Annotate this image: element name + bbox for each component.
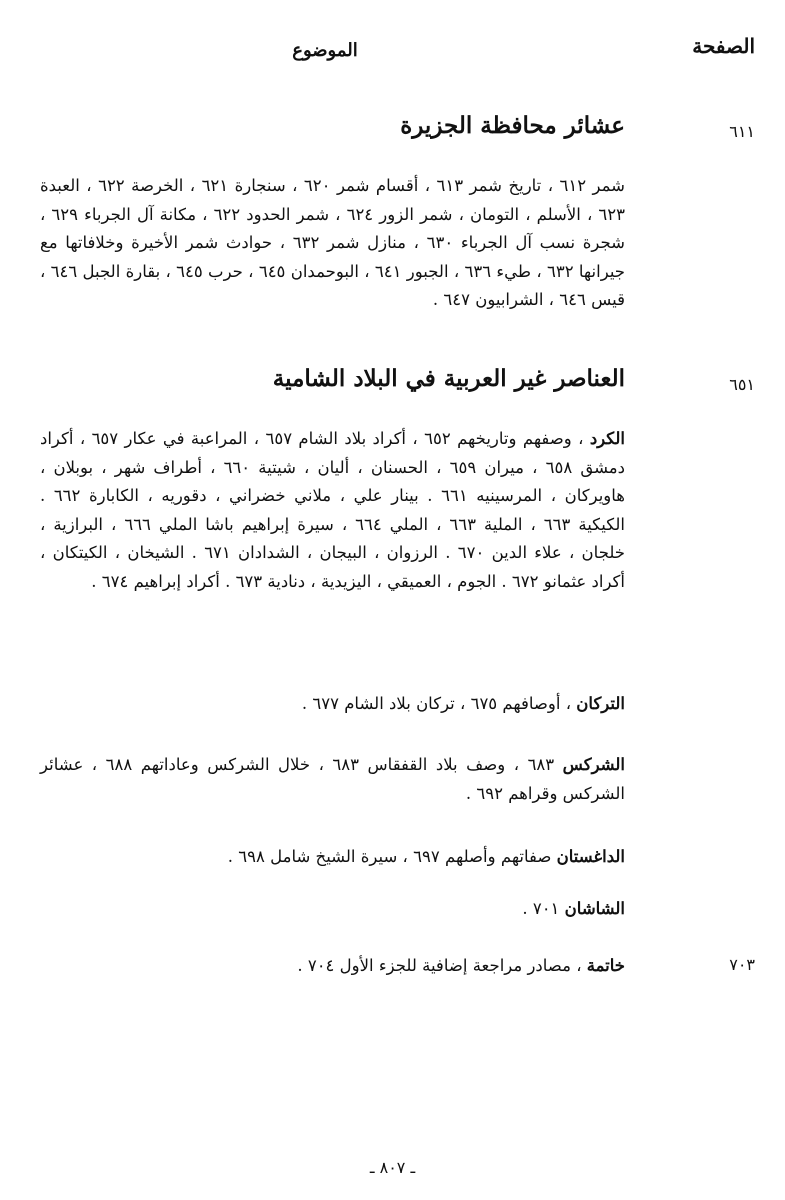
section-paragraph-circassians	[40, 751, 625, 808]
subject-text: ، مصادر مراجعة إضافية للجزء الأول ٧٠٤ .	[297, 956, 587, 975]
subject-lead: الداغستان	[556, 847, 625, 866]
entry-page-number: ٧٠٣	[729, 955, 755, 974]
section-paragraph-daghestan	[40, 843, 625, 872]
section-paragraph: شمر ٦١٢ ، تاريخ شمر ٦١٣ ، أقسام شمر ٦٢٠ ، سنجارة ٦٢١ ، الخرصة ٦٢٢ ، العبدة ٦٢٣ ، الأسلم ، التومان ، شمر الزور ٦٢٤ ، شمر الحدود ٦٢٢ ، مكانة آل الجرباء ٦٢٩ ، شجرة نسب آل الجرباء ٦٣٠ ، منازل شمر ٦٣٢ ، حوادث شمر الأخيرة وخلافاتها مع جيرانها ٦٣٢ ، طيء ٦٣٦ ، الجبور ٦٤١ ، البوحمدان ٦٤٥ ، حرب ٦٤٥ ، بقارة الجبل ٦٤٦ ، قيس ٦٤٦ ، الشرابيون ٦٤٧ .	[40, 176, 626, 309]
footer-page-number: ـ ٨٠٧ ـ	[369, 1158, 416, 1177]
entry-page-number: ٦٥١	[729, 375, 755, 394]
topic-column-header: الموضوع	[292, 40, 358, 61]
subject-text: صفاتهم وأصلهم ٦٩٧ ، سيرة الشيخ شامل ٦٩٨ .	[227, 847, 557, 866]
subject-lead: التركان	[576, 694, 625, 713]
entry-page-number: ٦١١	[729, 122, 755, 141]
subject-text: ، وصفهم وتاريخهم ٦٥٢ ، أكراد بلاد الشام ٦٥٧ ، المراعبة في عكار ٦٥٧ ، أكراد دمشق ٦٥٨ ، ميران ٦٥٩ ، الحسنان ، أليان ، شيتية ٦٦٠ ، أطراف شهر ، بوبلان ، هاويركان ، المرسينيه ٦٦١ . بينار علي ، ملاني خضراني ، دقوريه ، الكابارة ٦٦٢ . الكيكية ٦٦٣ ، الملية ٦٦٣ ، الملي ٦٦٤ ، سيرة إبراهيم باشا الملي ٦٦٦ ، البرازية ، خلجان ، علاء الدين ٦٧٠ . الرزوان ، البيجان ، الشدادان ٦٧١ . الشيخان ، الكيتكان ، أكراد عثمانو ٦٧٢ . الجوم ، العميقي ، اليزيدية ، دنادية ٦٧٣ . أكراد إبراهيم ٦٧٤ .	[40, 429, 626, 591]
subject-lead: الكرد	[589, 429, 626, 448]
subject-lead: الشاشان	[564, 899, 625, 918]
section-paragraph-conclusion	[40, 952, 625, 981]
section-paragraph-kurds	[40, 425, 625, 596]
subject-lead: خاتمة	[586, 956, 625, 975]
section-heading: عشائر محافظة الجزيرة	[400, 112, 625, 139]
page-column-header: الصفحة	[692, 34, 755, 58]
subject-text: ٦٨٣ ، وصف بلاد القفقاس ٦٨٣ ، خلال الشركس وعاداتهم ٦٨٨ ، عشائر الشركس وقراهم ٦٩٢ .	[40, 755, 625, 803]
subject-text: ، أوصافهم ٦٧٥ ، تركان بلاد الشام ٦٧٧ .	[301, 694, 577, 713]
section-paragraph-chechens	[40, 895, 625, 924]
section-paragraph-turkmen	[40, 690, 625, 719]
subject-lead: الشركس	[562, 755, 625, 774]
subject-text: ٧٠١ .	[522, 899, 565, 918]
section-heading: العناصر غير العربية في البلاد الشامية	[272, 365, 625, 392]
